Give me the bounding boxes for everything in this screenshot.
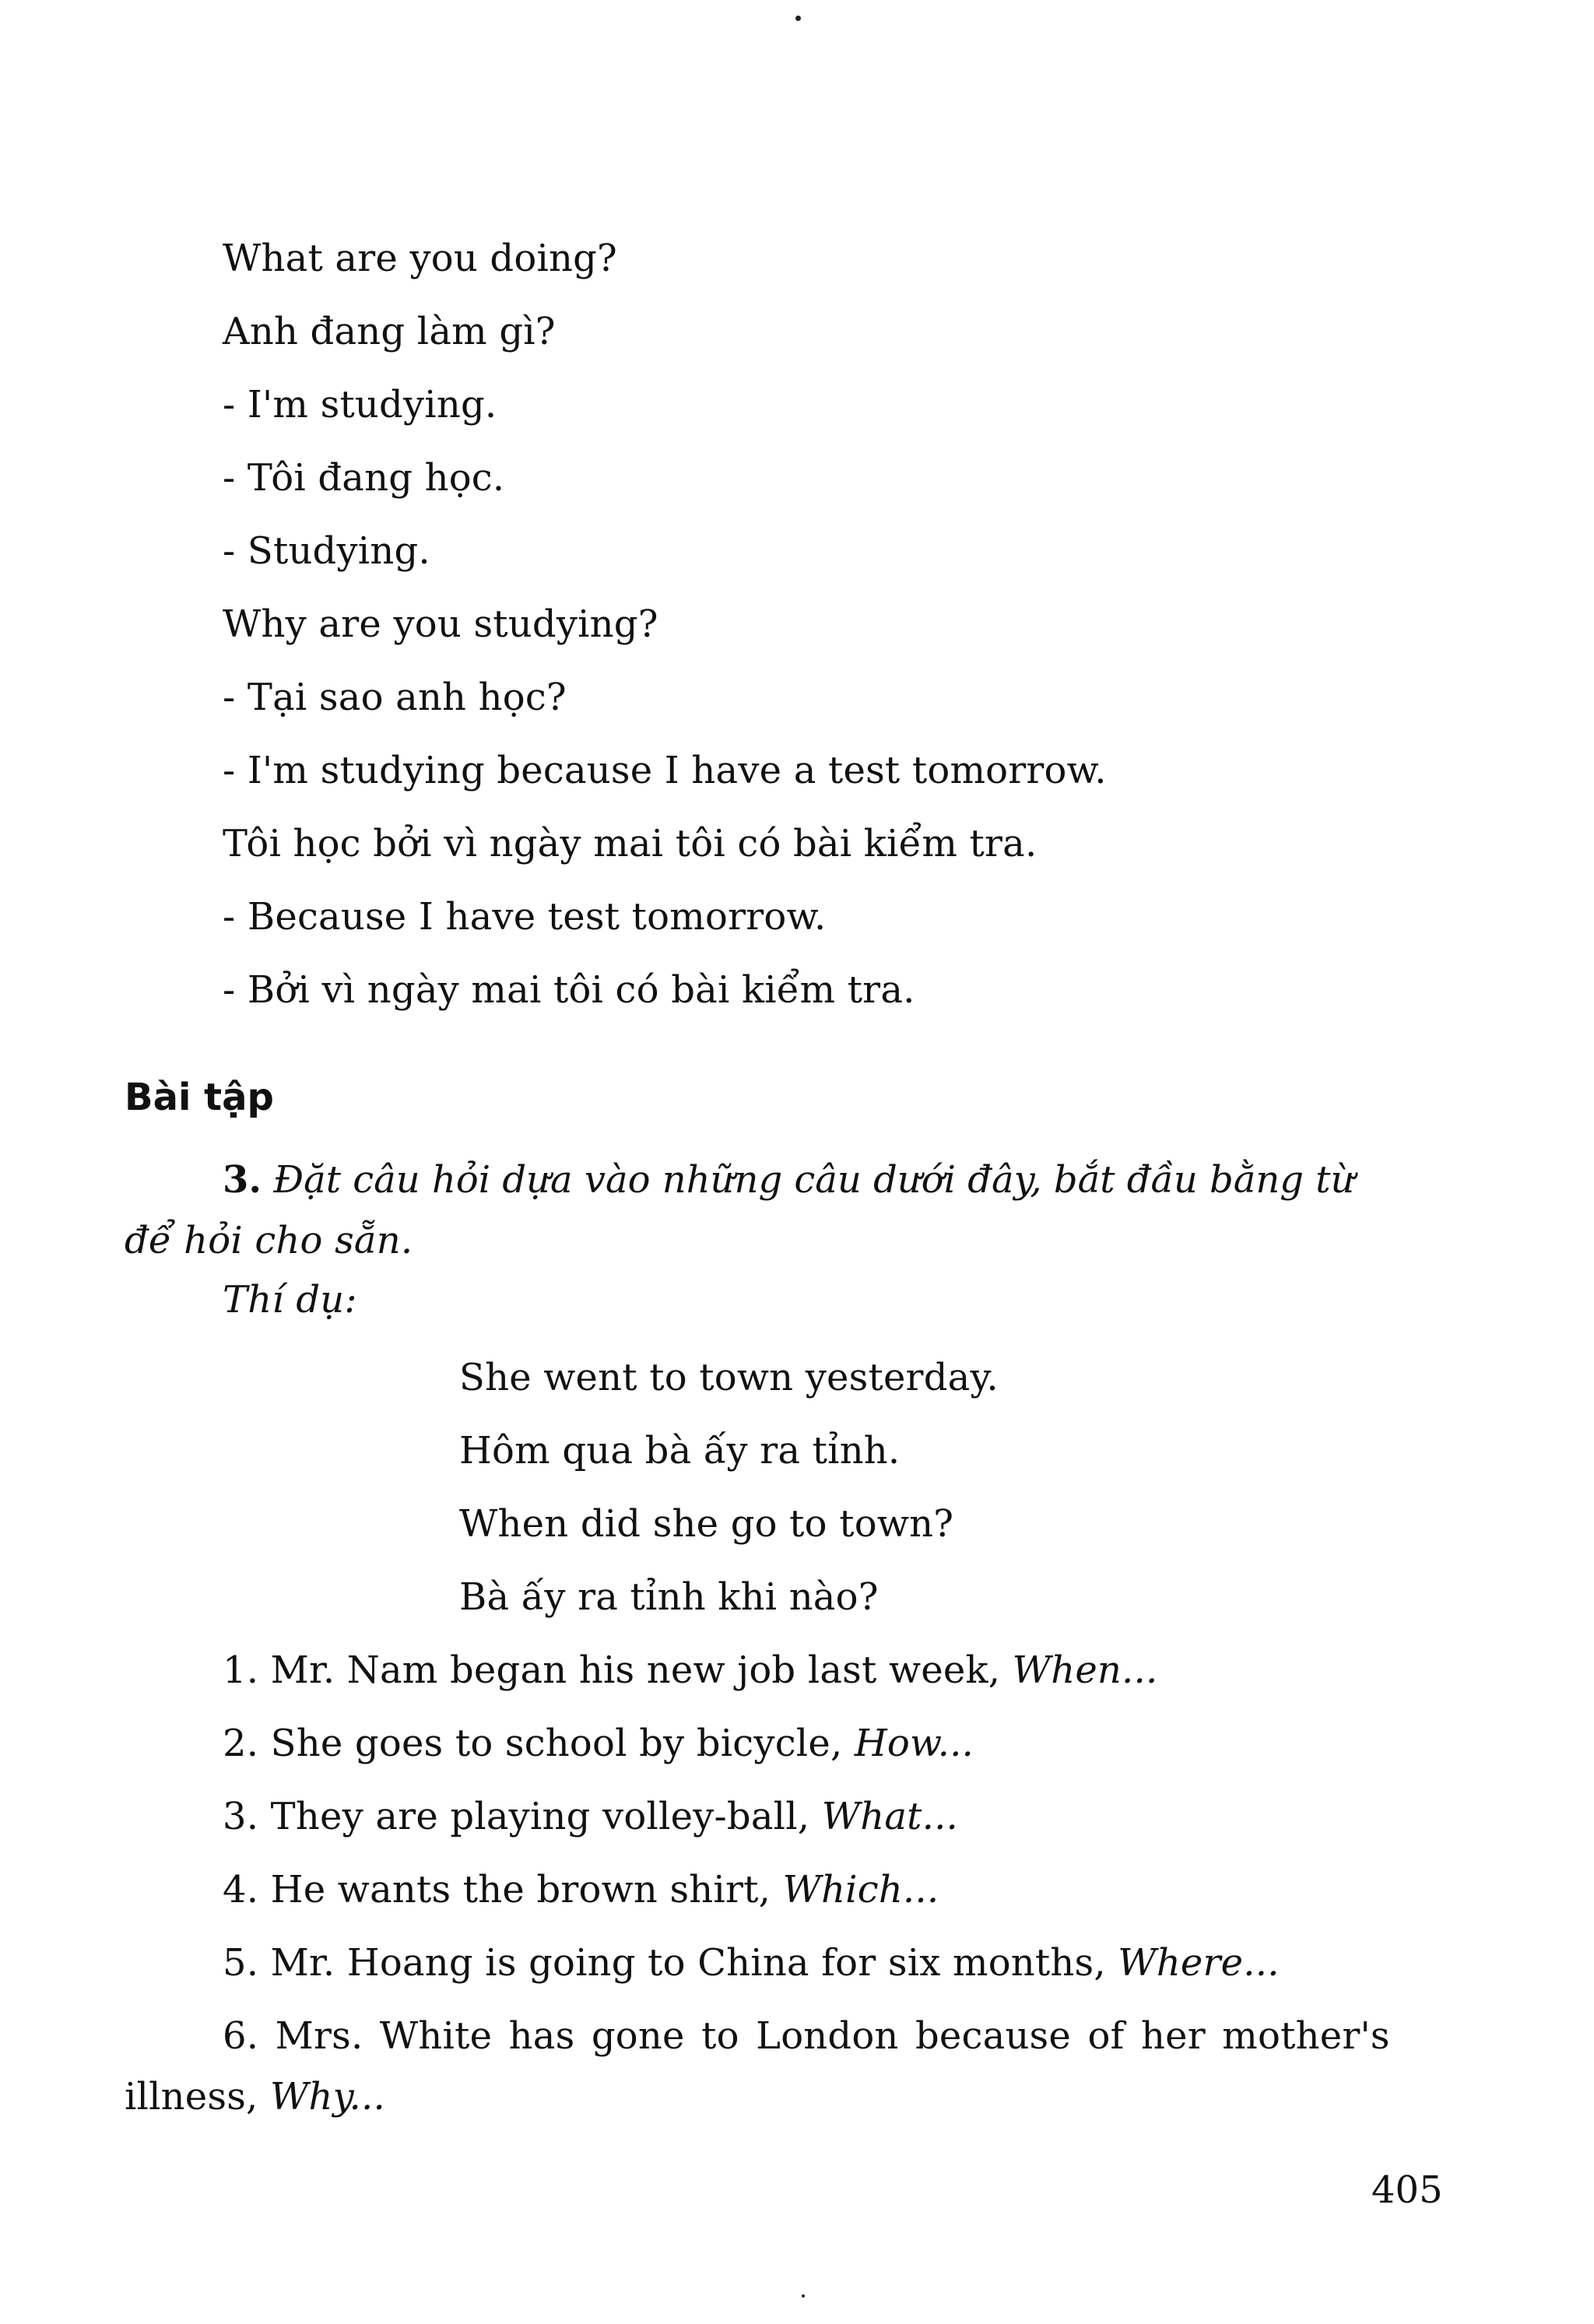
example-line: Bà ấy ra tỉnh khi nào? (459, 1575, 879, 1619)
exercise-item-cue: When... (1012, 1648, 1158, 1692)
dialogue-line: Anh đang làm gì? (223, 310, 556, 353)
exercise-instruction-line1: Đặt câu hỏi dựa vào những câu dưới đây, bắt đầu bằng từ (273, 1158, 1355, 1202)
example-line: When did she go to town? (459, 1502, 954, 1546)
exercise-item-cue: Where... (1118, 1941, 1280, 1985)
exercise-item-text: illness, (125, 2075, 270, 2119)
dialogue-line: Tôi học bởi vì ngày mai tôi có bài kiểm tra. (223, 822, 1038, 865)
dialogue-line: - Studying. (223, 529, 430, 573)
exercise-instruction-line2: để hỏi cho sẵn. (125, 1219, 413, 1262)
exercise-item (223, 1720, 974, 1767)
example-line: Hôm qua bà ấy ra tỉnh. (459, 1429, 901, 1473)
exercise-item-6-line1: 6. Mrs. White has gone to London because of her mother's (223, 2014, 1390, 2058)
exercise-number: 3. (223, 1158, 262, 1202)
dialogue-line: - Tôi đang học. (223, 456, 505, 500)
dialogue-line: - I'm studying. (223, 383, 497, 427)
exercise-item-cue: What... (821, 1795, 959, 1838)
exercise-item-text: 3. They are playing volley-ball, (223, 1795, 822, 1838)
exercise-item-text: 4. He wants the brown shirt, (223, 1868, 783, 1912)
dialogue-line: - Because I have test tomorrow. (223, 895, 827, 939)
dialogue-line: - I'm studying because I have a test tomorrow. (223, 749, 1107, 792)
exercise-item-text: 5. Mr. Hoang is going to China for six months, (223, 1941, 1118, 1985)
exercise-item (223, 1940, 1280, 1986)
exercise-item-cue: Why... (269, 2075, 385, 2119)
exercise-item-text: 2. She goes to school by bicycle, (223, 1722, 855, 1765)
dialogue-line: - Bởi vì ngày mai tôi có bài kiểm tra. (223, 968, 915, 1012)
exercise-item-text: 1. Mr. Nam began his new job last week, (223, 1648, 1013, 1692)
exercise-item-cue: How... (854, 1722, 974, 1765)
exercise-item (223, 1647, 1157, 1694)
exercise-instruction (223, 1157, 1355, 1203)
exercise-item (223, 1866, 939, 1913)
example-label: Thí dụ: (223, 1278, 357, 1322)
exercise-item (223, 1793, 958, 1840)
page-number: 405 (1371, 2168, 1443, 2212)
speck-top (795, 16, 801, 21)
exercise-item-6-line2 (125, 2073, 385, 2120)
section-heading: Bài tập (125, 1076, 274, 1119)
dialogue-line: Why are you studying? (223, 602, 658, 646)
speck-bottom (802, 2294, 805, 2298)
example-line: She went to town yesterday. (459, 1356, 999, 1399)
exercise-item-cue: Which... (782, 1868, 939, 1912)
dialogue-line: What are you doing? (223, 237, 617, 280)
dialogue-line: - Tại sao anh học? (223, 676, 567, 719)
